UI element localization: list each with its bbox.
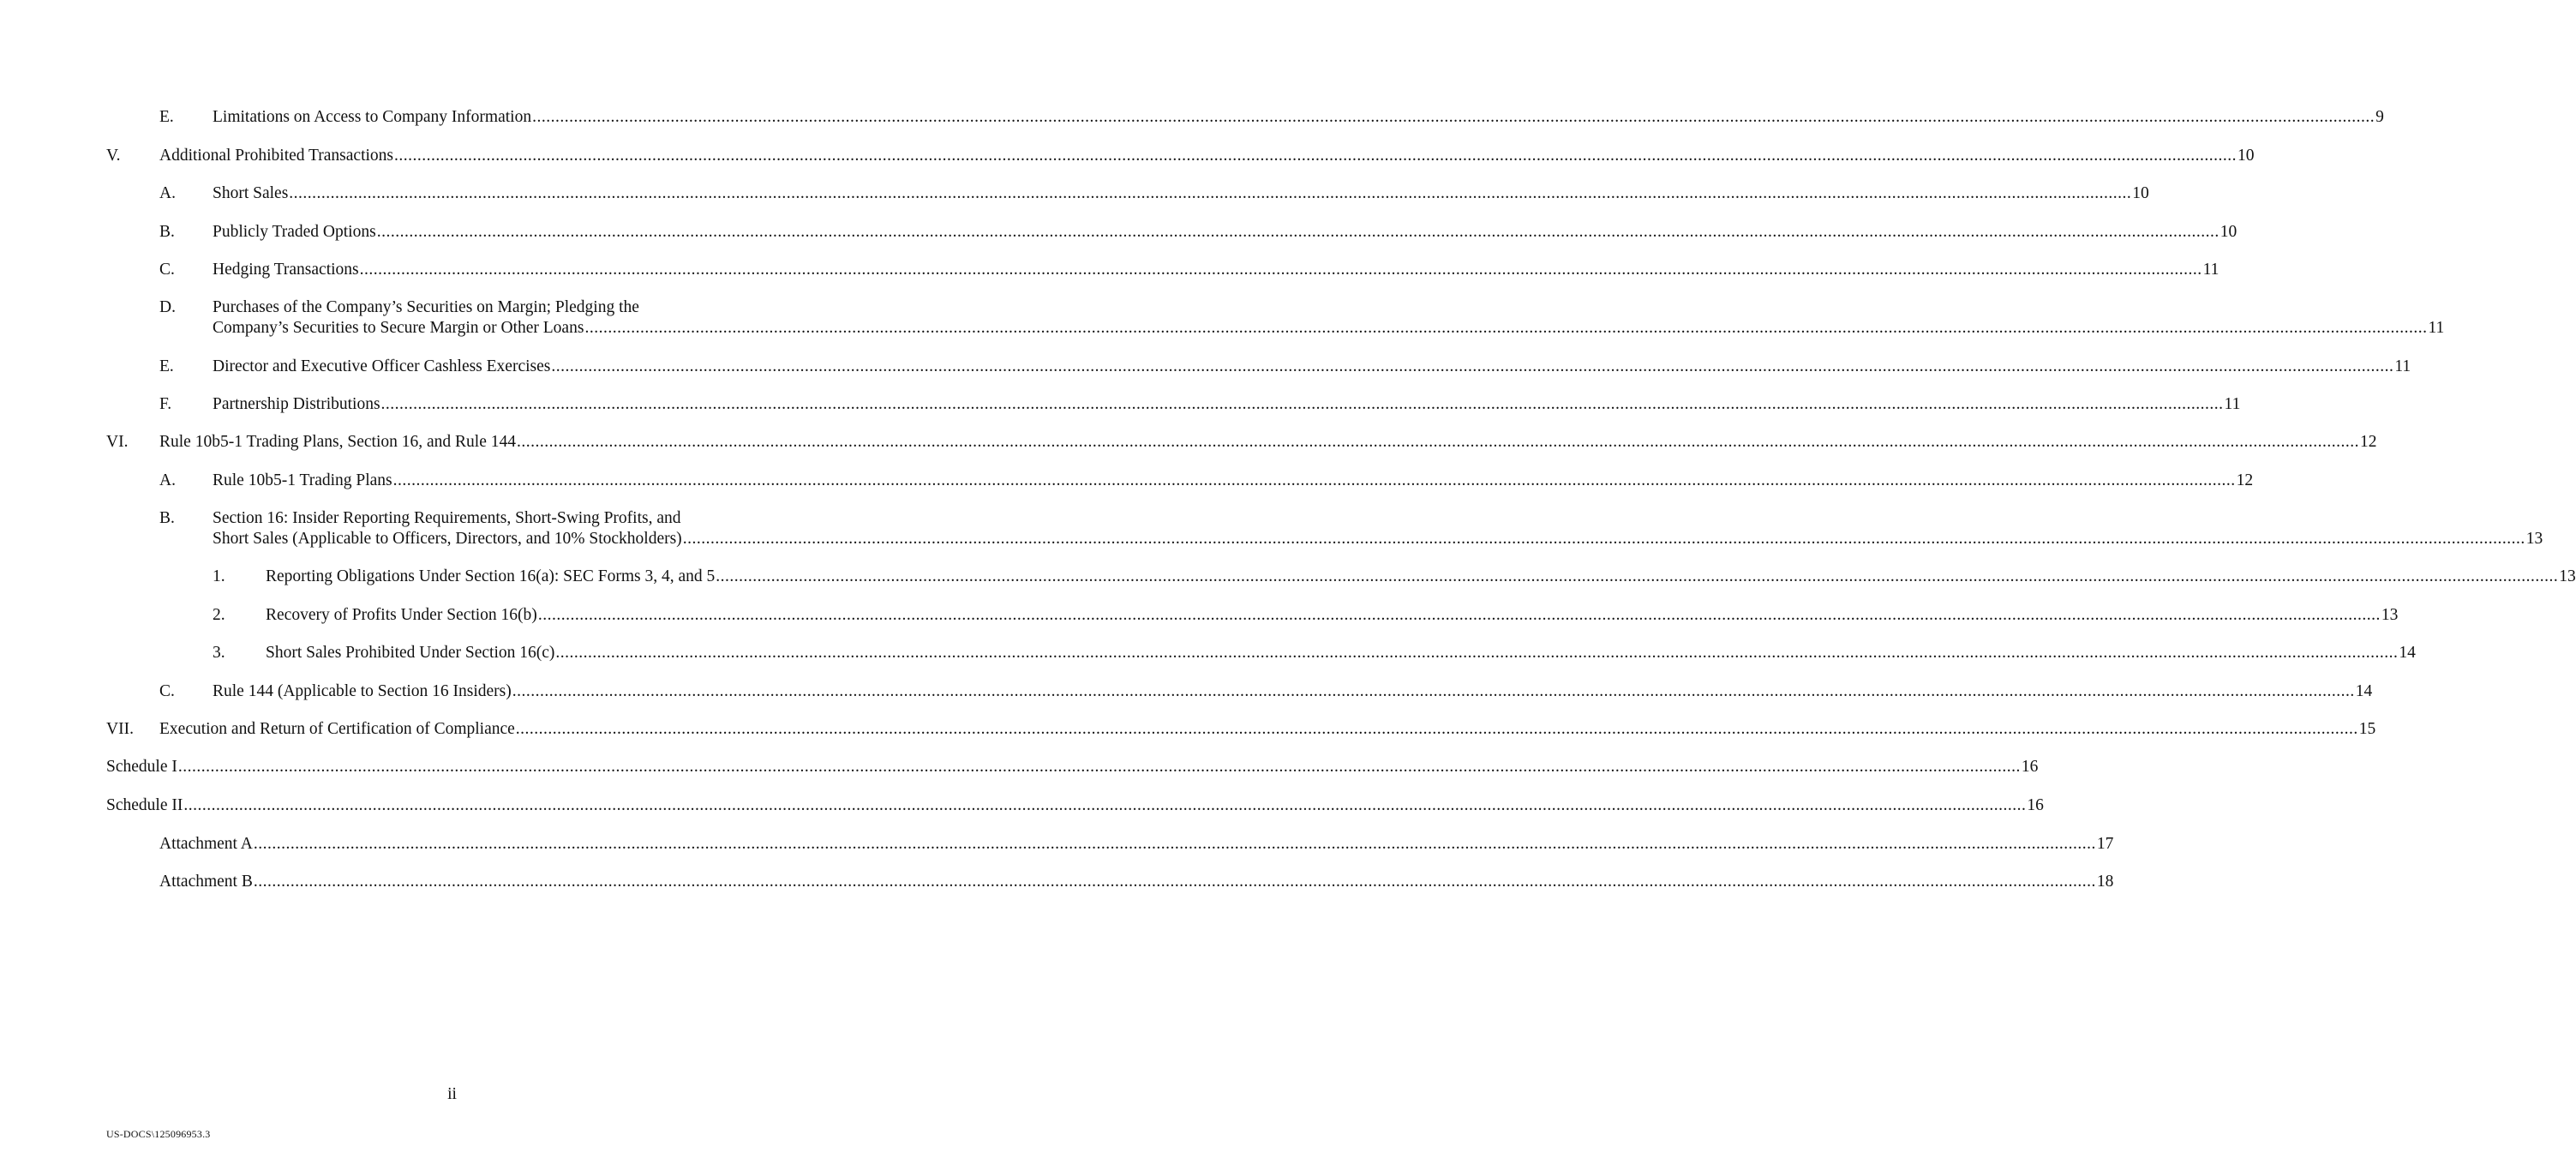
toc-page-number: 15 <box>2358 720 2376 738</box>
toc-entry-title: Publicly Traded Options <box>213 223 376 241</box>
toc-entry-number: B. <box>159 509 175 527</box>
toc-entry-title: Schedule II <box>106 796 183 814</box>
toc-entry-title: Additional Prohibited Transactions <box>159 147 393 165</box>
dot-leader: ................................................................................................................................................................................................................................................................................................................................................................................................................ <box>515 720 2358 738</box>
toc-entry[interactable] <box>106 719 2376 740</box>
toc-entry[interactable] <box>159 222 2238 243</box>
toc-entry-title: Short Sales Prohibited Under Section 16(c) <box>266 644 555 662</box>
toc-entry-line <box>213 508 798 529</box>
toc-entry[interactable] <box>106 432 2377 453</box>
toc-entry-title: Recovery of Profits Under Section 16(b) <box>266 606 537 624</box>
toc-entry-line <box>159 834 2114 855</box>
toc-page-number: 13 <box>2559 567 2576 585</box>
toc-entry[interactable] <box>159 297 2445 339</box>
toc-entry-line <box>213 318 2445 339</box>
dot-leader: ................................................................................................................................................................................................................................................................................................................................................................................................................ <box>253 873 2096 891</box>
toc-entry-number: F. <box>159 395 172 413</box>
toc-entry[interactable] <box>159 357 2411 377</box>
toc-page-number: 12 <box>2236 471 2254 489</box>
document-id: US-DOCS\125096953.3 <box>106 1128 211 1140</box>
toc-entry[interactable] <box>159 394 2241 415</box>
toc-entry[interactable] <box>159 681 2373 702</box>
toc-page-number: 10 <box>2132 184 2149 202</box>
toc-entry-number: B. <box>159 223 175 241</box>
toc-entry-line <box>266 643 2416 663</box>
dot-leader: ................................................................................................................................................................................................................................................................................................................................................................................................................ <box>376 223 2220 241</box>
dot-leader: ................................................................................................................................................................................................................................................................................................................................................................................................................ <box>394 147 2237 165</box>
toc-page-number: 12 <box>2360 433 2377 451</box>
dot-leader: ................................................................................................................................................................................................................................................................................................................................................................................................................ <box>532 108 2375 126</box>
toc-entry-body <box>266 567 2576 587</box>
toc-entry-line <box>159 432 2377 453</box>
dot-leader: ................................................................................................................................................................................................................................................................................................................................................................................................................ <box>289 184 2132 202</box>
toc-entry-body <box>213 471 2254 491</box>
toc-entry-body <box>213 260 2220 280</box>
toc-entry-body <box>159 834 2114 855</box>
toc-entry-title: Execution and Return of Certification of Compliance <box>159 720 515 738</box>
toc-entry-line <box>213 394 2241 415</box>
toc-entry-body <box>213 183 2149 204</box>
toc-page-number: 10 <box>2220 223 2238 241</box>
toc-entry-title: Short Sales (Applicable to Officers, Directors, and 10% Stockholders) <box>213 530 682 548</box>
toc-entry-line <box>266 567 2576 587</box>
dot-leader: ................................................................................................................................................................................................................................................................................................................................................................................................................ <box>177 758 2021 776</box>
toc-entry[interactable] <box>106 146 2255 166</box>
toc-entry[interactable] <box>159 183 2149 204</box>
toc-entry[interactable] <box>106 795 2044 816</box>
toc-entry-number: C. <box>159 261 175 279</box>
toc-page-number: 16 <box>2021 758 2039 776</box>
toc-entry-number: D. <box>159 298 176 316</box>
dot-leader: ................................................................................................................................................................................................................................................................................................................................................................................................................ <box>380 395 2224 413</box>
toc-entry-title: Purchases of the Company’s Securities on Margin; Pledging the <box>213 298 639 316</box>
toc-entry-number: 1. <box>213 567 225 585</box>
dot-leader: ................................................................................................................................................................................................................................................................................................................................................................................................................ <box>253 835 2096 853</box>
toc-entry[interactable] <box>159 508 2543 549</box>
toc-entry[interactable] <box>159 834 2114 855</box>
toc-page-number: 11 <box>2428 319 2445 337</box>
page-number: ii <box>447 1085 457 1103</box>
toc-entry-line <box>213 260 2220 280</box>
toc-entry-line <box>159 146 2255 166</box>
toc-entry-line <box>213 471 2254 491</box>
toc-entry-title: Limitations on Access to Company Information <box>213 108 532 126</box>
toc-entry-body <box>266 643 2416 663</box>
toc-entry-number: VII. <box>106 720 134 738</box>
toc-entry-title: Director and Executive Officer Cashless Exercises <box>213 357 551 375</box>
toc-page-number: 13 <box>2381 606 2399 624</box>
toc-entry[interactable] <box>159 260 2220 280</box>
toc-entry[interactable] <box>213 567 2576 587</box>
toc-entry-body <box>106 757 2039 777</box>
toc-entry-body <box>159 146 2255 166</box>
toc-entry-line <box>106 795 2044 816</box>
toc-entry-number: E. <box>159 108 174 126</box>
dot-leader: ................................................................................................................................................................................................................................................................................................................................................................................................................ <box>716 567 2559 585</box>
toc-entry-body <box>213 222 2238 243</box>
toc-entry-title: Reporting Obligations Under Section 16(a): SEC Forms 3, 4, and 5 <box>266 567 716 585</box>
toc-page-number: 11 <box>2202 261 2220 279</box>
toc-entry-number: C. <box>159 682 175 700</box>
toc-entry-body <box>159 719 2376 740</box>
toc-entry-body <box>213 681 2373 702</box>
toc-entry-title: Rule 10b5-1 Trading Plans <box>213 471 392 489</box>
toc-entry-body <box>213 394 2241 415</box>
toc-entry-line <box>159 719 2376 740</box>
toc-entry-title: Schedule I <box>106 758 177 776</box>
toc-page-number: 14 <box>2399 644 2416 662</box>
toc-entry-line <box>213 297 798 318</box>
dot-leader: ................................................................................................................................................................................................................................................................................................................................................................................................................ <box>183 796 2027 814</box>
toc-entry[interactable] <box>159 471 2254 491</box>
toc-entry-title: Attachment B <box>159 873 253 891</box>
toc-entry-title: Short Sales <box>213 184 289 202</box>
toc-entry-line <box>213 107 2384 128</box>
dot-leader: ................................................................................................................................................................................................................................................................................................................................................................................................................ <box>512 682 2355 700</box>
toc-entry-body <box>213 357 2411 377</box>
toc-page-number: 13 <box>2525 530 2543 548</box>
toc-page-number: 11 <box>2394 357 2411 375</box>
toc-entry-body <box>213 297 2445 339</box>
toc-entry-line <box>159 872 2114 892</box>
dot-leader: ................................................................................................................................................................................................................................................................................................................................................................................................................ <box>584 319 2428 337</box>
toc-page-number: 17 <box>2096 835 2114 853</box>
toc-entry-title: Rule 144 (Applicable to Section 16 Insiders) <box>213 682 512 700</box>
toc-entry-number: 3. <box>213 644 225 662</box>
toc-page-number: 18 <box>2096 873 2114 891</box>
dot-leader: ................................................................................................................................................................................................................................................................................................................................................................................................................ <box>537 606 2381 624</box>
dot-leader: ................................................................................................................................................................................................................................................................................................................................................................................................................ <box>551 357 2394 375</box>
toc-entry-body <box>213 508 2543 549</box>
dot-leader: ................................................................................................................................................................................................................................................................................................................................................................................................................ <box>682 530 2525 548</box>
toc-entry-line <box>266 605 2399 626</box>
toc-entry-number: A. <box>159 184 176 202</box>
toc-page-number: 9 <box>2375 108 2384 126</box>
toc-entry-title: Company’s Securities to Secure Margin or Other Loans <box>213 319 584 337</box>
toc-entry-line <box>213 529 2543 549</box>
dot-leader: ................................................................................................................................................................................................................................................................................................................................................................................................................ <box>359 261 2202 279</box>
toc-entry-body <box>159 432 2377 453</box>
dot-leader: ................................................................................................................................................................................................................................................................................................................................................................................................................ <box>555 644 2399 662</box>
toc-entry-line <box>213 681 2373 702</box>
toc-entry-line <box>213 357 2411 377</box>
toc-page-number: 14 <box>2355 682 2373 700</box>
toc-entry-title: Partnership Distributions <box>213 395 380 413</box>
dot-leader: ................................................................................................................................................................................................................................................................................................................................................................................................................ <box>517 433 2359 451</box>
toc-entry-title: Rule 10b5-1 Trading Plans, Section 16, and Rule 144 <box>159 433 516 451</box>
toc-entry[interactable] <box>213 643 2416 663</box>
toc-entry-number: A. <box>159 471 176 489</box>
toc-entry-title: Section 16: Insider Reporting Requirements, Short-Swing Profits, and <box>213 509 681 527</box>
toc-entry[interactable] <box>159 107 2384 128</box>
toc-entry-title: Attachment A <box>159 835 253 853</box>
dot-leader: ................................................................................................................................................................................................................................................................................................................................................................................................................ <box>392 471 2236 489</box>
toc-entry[interactable] <box>213 605 2399 626</box>
toc-entry-body <box>106 795 2044 816</box>
toc-entry[interactable] <box>159 872 2114 892</box>
toc-entry-number: E. <box>159 357 174 375</box>
toc-entry[interactable] <box>106 757 2039 777</box>
toc-entry-line <box>106 757 2039 777</box>
toc-entry-number: VI. <box>106 433 129 451</box>
toc-entry-body <box>266 605 2399 626</box>
toc-entry-number: V. <box>106 147 121 165</box>
toc-entry-number: 2. <box>213 606 225 624</box>
toc-page-number: 11 <box>2224 395 2241 413</box>
toc-entry-body <box>213 107 2384 128</box>
toc-page-number: 10 <box>2238 147 2255 165</box>
toc-entry-line <box>213 222 2238 243</box>
toc-entry-body <box>159 872 2114 892</box>
toc-entry-title: Hedging Transactions <box>213 261 359 279</box>
toc-page-number: 16 <box>2027 796 2044 814</box>
toc-entry-line <box>213 183 2149 204</box>
